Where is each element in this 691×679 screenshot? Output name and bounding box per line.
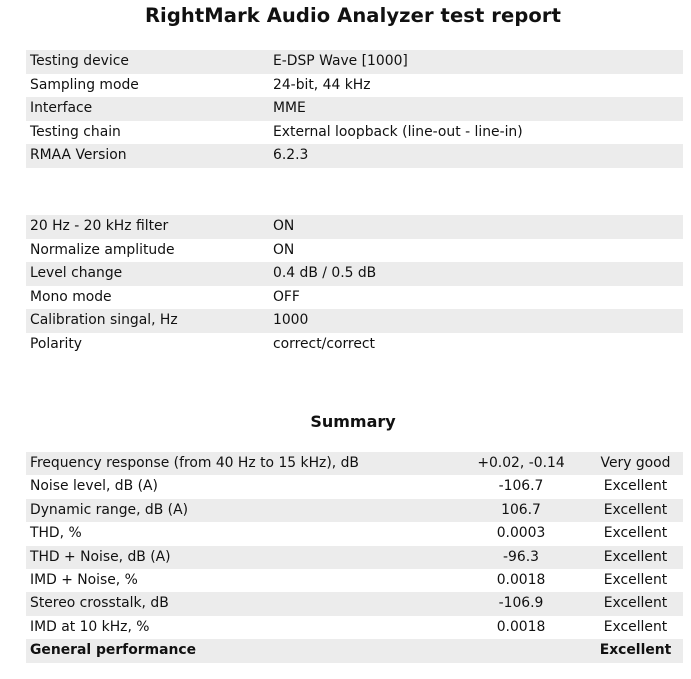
metric-label: Frequency response (from 40 Hz to 15 kHz), dB [26,452,446,475]
summary-table [26,452,683,663]
table-row [26,50,683,74]
table-row [26,546,683,569]
general-performance-value [446,639,596,662]
metric-label: Stereo crosstalk, dB [26,592,446,615]
setting-value: 0.4 dB / 0.5 dB [269,262,683,286]
settings-table [26,215,683,356]
metric-label: THD + Noise, dB (A) [26,546,446,569]
setting-value: 1000 [269,309,683,333]
info-label: Testing chain [30,123,121,140]
general-performance-rating: Excellent [596,639,683,662]
table-row [26,74,683,98]
table-row [26,569,683,592]
metric-rating: Very good [596,452,683,475]
metric-rating: Excellent [603,525,668,542]
metric-value: -106.9 [446,592,596,615]
table-row [26,475,683,498]
info-label: Sampling mode [30,76,139,93]
table-row [26,239,683,263]
info-label: RMAA Version [26,144,269,168]
metric-value: -106.7 [498,478,544,495]
table-row [26,286,683,310]
setting-label: Normalize amplitude [30,241,175,258]
metric-rating: Excellent [603,618,668,635]
table-row [26,592,683,615]
metric-value: 106.7 [446,499,596,522]
device-info-table [26,50,683,168]
metric-value: 0.0003 [496,525,546,542]
info-label: Testing device [26,50,269,74]
setting-label: 20 Hz - 20 kHz filter [26,215,269,239]
report-title: RightMark Audio Analyzer test report [144,4,562,27]
setting-label: Level change [26,262,269,286]
setting-label: Polarity [30,335,82,352]
summary-heading: Summary [310,412,396,431]
info-value: 6.2.3 [269,144,683,168]
info-value: External loopback (line-out - line-in) [273,123,523,140]
metric-label: Dynamic range, dB (A) [26,499,446,522]
info-label: Interface [26,97,269,121]
general-performance-row [26,639,683,662]
table-row [26,215,683,239]
metric-label: IMD + Noise, % [30,572,138,589]
setting-value: correct/correct [273,335,375,352]
table-row [26,499,683,522]
metric-value: +0.02, -0.14 [446,452,596,475]
table-row [26,97,683,121]
table-row [26,333,683,357]
table-row [26,522,683,545]
setting-value: ON [273,241,295,258]
table-row [26,452,683,475]
setting-value: OFF [273,288,300,305]
table-row [26,262,683,286]
table-row [26,309,683,333]
info-value: 24-bit, 44 kHz [273,76,371,93]
metric-label: THD, % [30,525,82,542]
metric-value: 0.0018 [496,618,546,635]
metric-label: Noise level, dB (A) [30,478,158,495]
metric-rating: Excellent [596,499,683,522]
info-value: E-DSP Wave [1000] [269,50,683,74]
setting-label: Calibration singal, Hz [26,309,269,333]
setting-label: Mono mode [30,288,112,305]
setting-value: ON [269,215,683,239]
metric-value: -96.3 [446,546,596,569]
table-row [26,616,683,639]
metric-rating: Excellent [603,478,668,495]
metric-label: IMD at 10 kHz, % [30,618,150,635]
table-row [26,144,683,168]
metric-rating: Excellent [596,592,683,615]
info-value: MME [269,97,683,121]
table-row [26,121,683,145]
general-performance-label: General performance [26,639,446,662]
metric-value: 0.0018 [496,572,546,589]
metric-rating: Excellent [596,546,683,569]
metric-rating: Excellent [603,572,668,589]
